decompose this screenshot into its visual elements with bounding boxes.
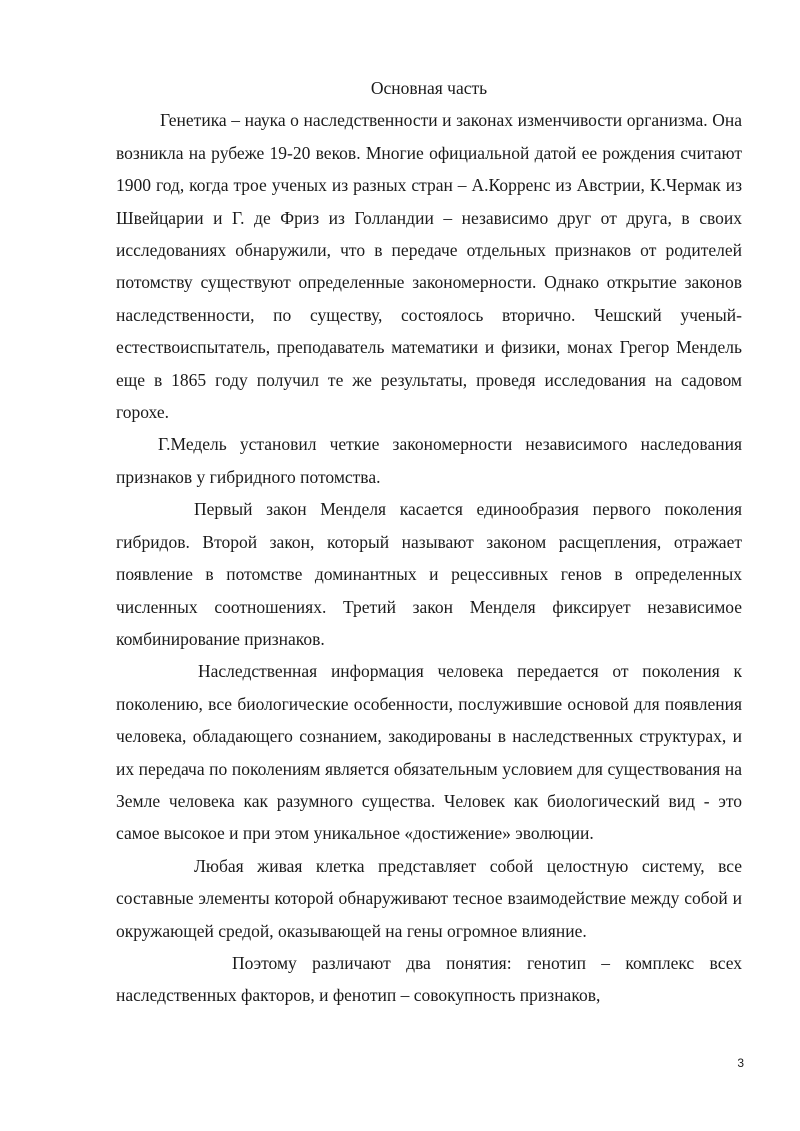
paragraph-hereditary-information: Наследственная информация человека передается от поколения к поколению, все биологические особенности, послужившие основой для появления человека, обладающего сознанием, закодированы в наследственных структурах, и их передача по поколениям является обязательным условием для существования на Земле человека как разумного существа. Человек как биологический вид - это самое высокое и при этом уникальное «достижение» эволюции. [116, 661, 742, 844]
section-heading: Основная часть [370, 78, 488, 98]
paragraph-mendel-laws-summary: Г.Медель установил четкие закономерности независимого наследования признаков у гибридного потомства. [116, 434, 742, 487]
page-number: 3 [737, 1056, 744, 1070]
paragraph-genotype-phenotype: Поэтому различают два понятия: генотип – комплекс всех наследственных факторов, и фенотип – совокупность признаков, [116, 952, 742, 1006]
paragraph-mendel-three-laws: Первый закон Менделя касается единообразия первого поколения гибридов. Второй закон, который называют законом расщепления, отражает появление в потомстве доминантных и рецессивных генов в определенных численных соотношениях. Третий закон Менделя фиксирует независимое комбинирование признаков. [116, 499, 742, 649]
document-body [116, 72, 742, 1012]
paragraph-genetics-intro: Генетика – наука о наследственности и законах изменчивости организма. Она возникла на рубеже 19-20 веков. Многие официальной датой ее рождения считают 1900 год, когда трое ученых из разных стран – А.Корренс из Австрии, К.Чермак из Швейцарии и Г. де Фриз из Голландии – независимо друг от друга, в своих исследованиях обнаружили, что в передаче отдельных признаков от родителей потомству существуют определенные закономерности. Однако открытие законов наследственности, по существу, состоялось вторично. Чешский ученый-естествоиспытатель, преподаватель математики и физики, монах Грегор Мендель еще в 1865 году получил те же результаты, проведя исследования на садовом горохе. [116, 110, 742, 423]
paragraph-living-cell: Любая живая клетка представляет собой целостную систему, все составные элементы которой обнаруживают тесное взаимодействие между собой и окружающей средой, оказывающей на гены огромное влияние. [116, 855, 742, 941]
